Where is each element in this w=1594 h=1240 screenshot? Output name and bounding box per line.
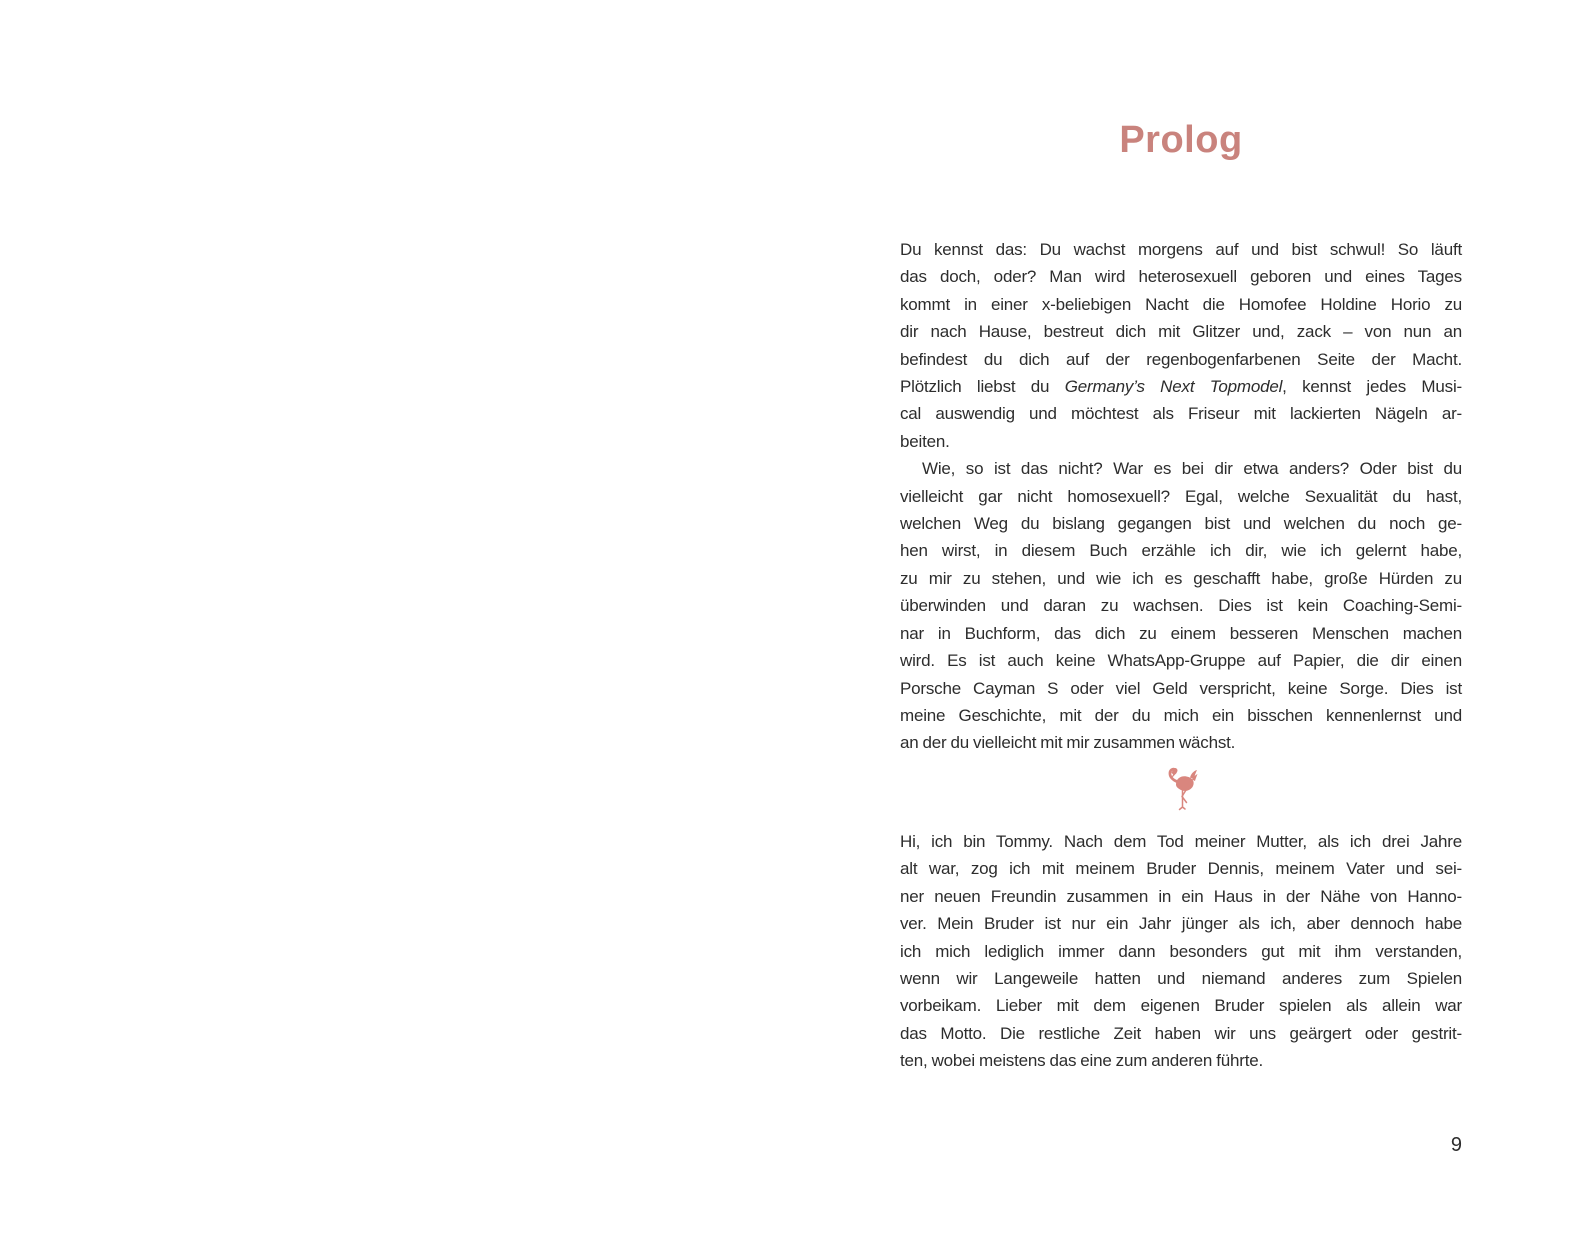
text-line: dir nach Hause, bestreut dich mit Glitzer und, zack – von nun an: [900, 322, 1462, 342]
text-line: cal auswendig und möchtest als Friseur mit lackierten Nägeln ar-: [900, 404, 1462, 424]
text-line: vielleicht gar nicht homosexuell? Egal, welche Sexualität du hast,: [900, 486, 1462, 506]
text-line: vorbeikam. Lieber mit dem eigenen Bruder spielen als allein war: [900, 996, 1462, 1016]
flamingo-divider: [900, 756, 1462, 824]
text-line: Hi, ich bin Tommy. Nach dem Tod meiner Mutter, als ich drei Jahre: [900, 832, 1462, 851]
text-line: das Motto. Die restliche Zeit haben wir uns geärgert oder gestrit-: [900, 1023, 1462, 1043]
text-line: das doch, oder? Man wird heterosexuell geboren und eines Tages: [900, 267, 1462, 287]
text-line: ich mich lediglich immer dann besonders gut mit ihm verstanden,: [900, 941, 1462, 961]
flamingo-icon: [1164, 765, 1198, 815]
text-line: alt war, zog ich mit meinem Bruder Dennis, meinem Vater und sei-: [900, 859, 1462, 879]
text-line: an der du vielleicht mit mir zusammen wächst.: [900, 733, 1236, 753]
text-line: Porsche Cayman S oder viel Geld verspricht, keine Sorge. Dies ist: [900, 678, 1462, 698]
text-line: hen wirst, in diesem Buch erzähle ich dir, wie ich gelernt habe,: [900, 541, 1462, 561]
text-line: Plötzlich liebst du Germany’s Next Topmodel, kennst jedes Musi-: [900, 377, 1462, 397]
paragraph: [900, 455, 1462, 756]
text-line: überwinden und daran zu wachsen. Dies ist kein Coaching-Semi-: [900, 596, 1462, 616]
text-line: ner neuen Freundin zusammen in ein Haus in der Nähe von Hanno-: [900, 886, 1462, 906]
text-line: kommt in einer x-beliebigen Nacht die Homofee Holdine Horio zu: [900, 294, 1462, 314]
text-line: wird. Es ist auch keine WhatsApp-Gruppe auf Papier, die dir einen: [900, 651, 1462, 671]
body-text-bottom: [900, 828, 1462, 1075]
page-number: 9: [1450, 1134, 1462, 1156]
paragraph: [900, 236, 1462, 455]
text-line: Wie, so ist das nicht? War es bei dir etwa anders? Oder bist du: [922, 459, 1462, 479]
text-line: zu mir zu stehen, und wie ich es geschafft habe, große Hürden zu: [900, 568, 1462, 588]
chapter-heading: Prolog: [1119, 119, 1243, 161]
text-line: ten, wobei meistens das eine zum anderen führte.: [900, 1051, 1264, 1071]
text-line: beiten.: [900, 431, 950, 451]
right-page: [900, 0, 1462, 1240]
text-line: nar in Buchform, das dich zu einem besseren Menschen machen: [900, 623, 1462, 643]
text-line: wenn wir Langeweile hatten und niemand anderes zum Spielen: [900, 969, 1462, 989]
text-line: welchen Weg du bislang gegangen bist und welchen du noch ge-: [900, 514, 1462, 534]
text-line: ver. Mein Bruder ist nur ein Jahr jünger als ich, aber dennoch habe: [900, 914, 1462, 934]
text-line: Du kennst das: Du wachst morgens auf und bist schwul! So läuft: [900, 240, 1462, 259]
text-line: meine Geschichte, mit der du mich ein bisschen kennenlernst und: [900, 705, 1462, 725]
body-text-top: [900, 236, 1462, 757]
text-line: befindest du dich auf der regenbogenfarbenen Seite der Macht.: [900, 349, 1462, 369]
paragraph: [900, 828, 1462, 1075]
